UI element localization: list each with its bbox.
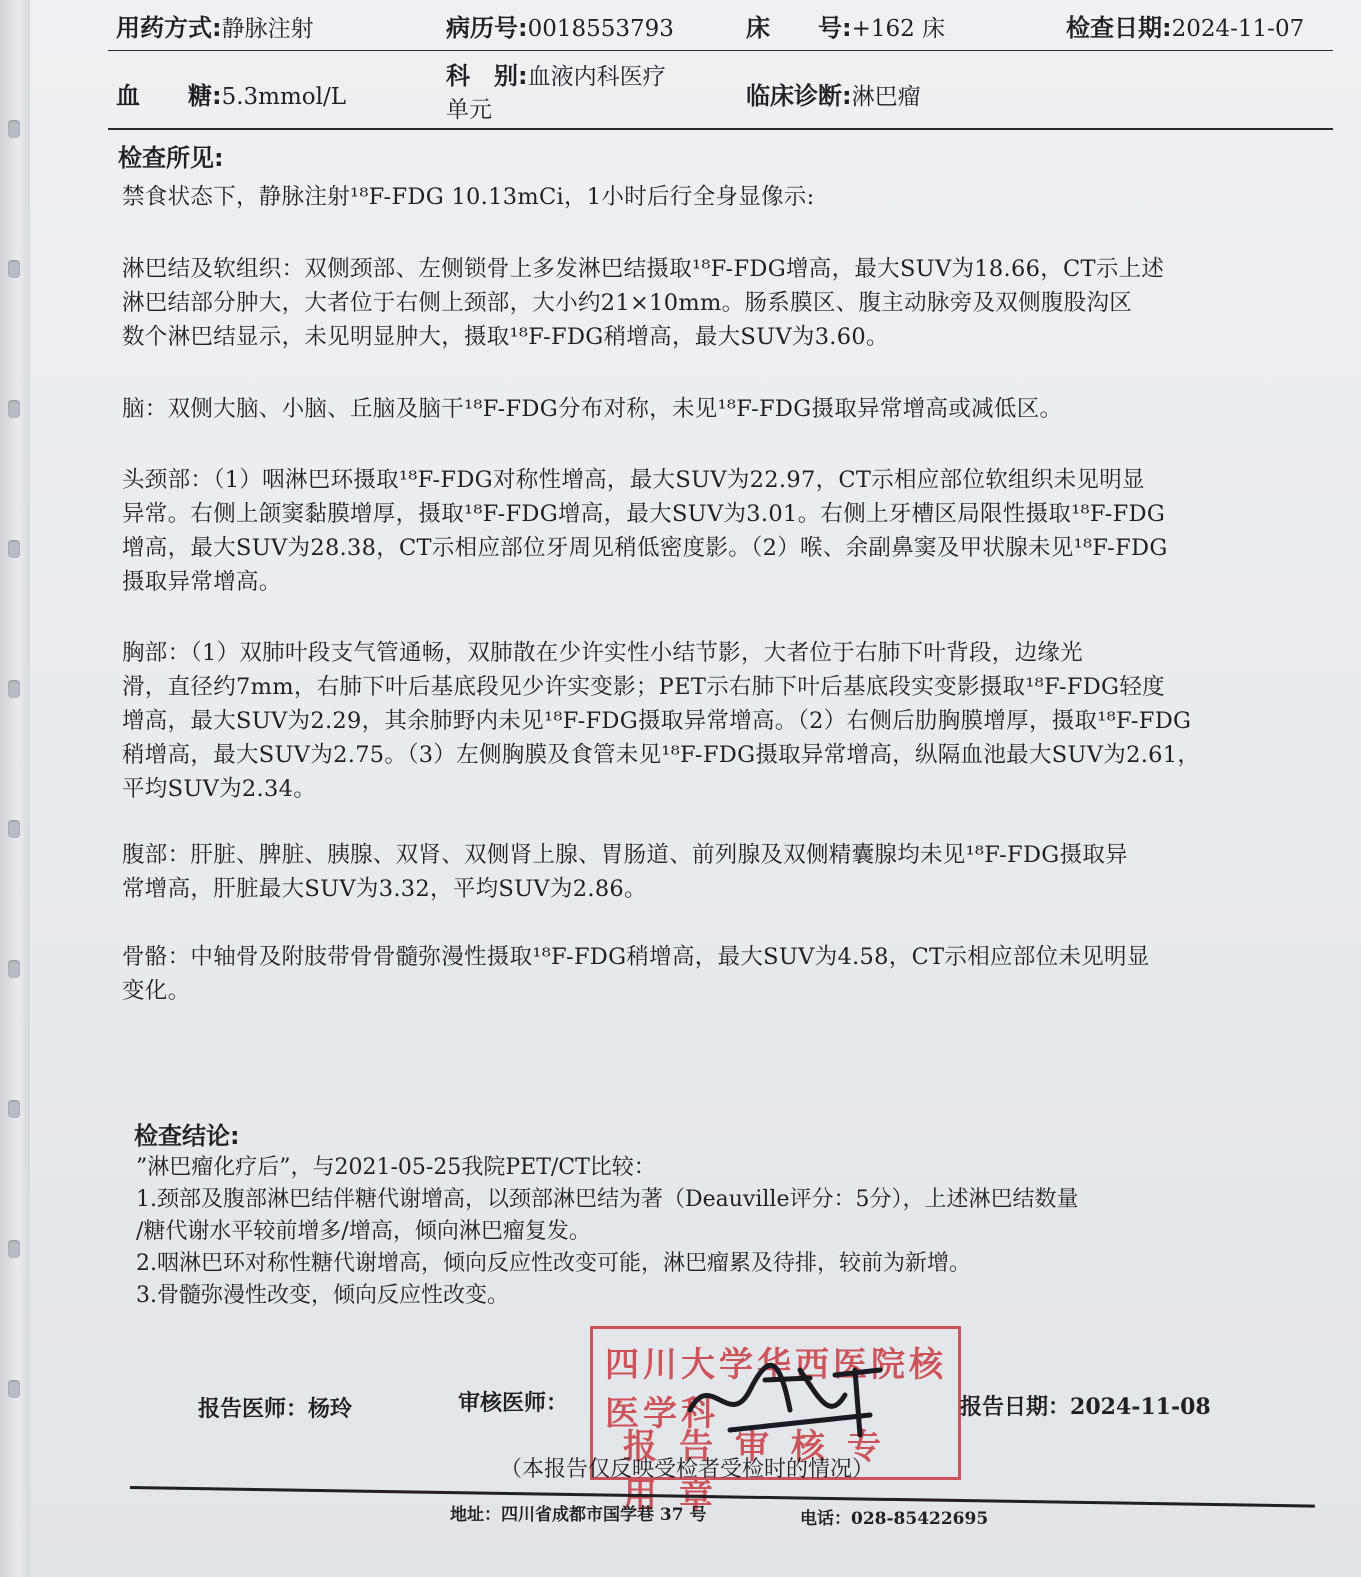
footer-address: 地址：四川省成都市国学巷 37 号 [450, 1505, 707, 1525]
binder-hole [8, 680, 20, 698]
bed-field: 床 号:+162 床 [746, 14, 946, 42]
binder-hole [8, 820, 20, 838]
report-sheet [30, 0, 1361, 1577]
conclusion-body: ”淋巴瘤化疗后”，与2021-05-25我院PET/CT比较： 1.颈部及腹部淋巴结伴糖代谢增高，以颈部淋巴结为著（Deauville评分：5分），上述淋巴结数量 /糖代谢水平较前增多/增高，倾向淋巴瘤复发。 2.咽淋巴环对称性糖代谢增高，倾向反应性改变可能，淋巴瘤累及待排，较前为新增。 3.骨髓弥漫性改变，倾向反应性改变。 [136, 1155, 1079, 1308]
binder-hole [8, 1100, 20, 1118]
findings-title: 检查所见: [118, 144, 224, 172]
findings-lymph: 淋巴结及软组织：双侧颈部、左侧锁骨上多发淋巴结摄取¹⁸F-FDG增高，最大SUV为18.66，CT示上述 淋巴结部分肿大，大者位于右侧上颈部，大小约21×10mm。肠系膜区、腹主动脉旁及双侧腹股沟区 数个淋巴结显示，未见明显肿大，摄取¹⁸F-FDG稍增高，最大SUV为3.60。 [122, 256, 1165, 350]
findings-chest: 胸部：（1）双肺叶段支气管通畅，双肺散在少许实性小结节影，大者位于右肺下叶背段，边缘光 滑，直径约7mm，右肺下叶后基底段见少许实变影；PET示右肺下叶后基底段实变影摄取¹⁸F-FDG轻度 增高，最大SUV为2.29，其余肺野内未见¹⁸F-FDG摄取异常增高。（2）右侧后肋胸膜增厚，摄取¹⁸F-FDG 稍增高，最大SUV为2.75。（3）左侧胸膜及食管未见¹⁸F-FDG摄取异常增高，纵隔血池最大SUV为2.61， 平均SUV为2.34。 [122, 640, 1201, 802]
record-field: 病历号:0018553793 [446, 14, 674, 42]
dept-field: 科 别:血液内科医疗 单元 [446, 62, 666, 123]
findings-abdomen: 腹部：肝脏、脾脏、胰腺、双肾、双侧肾上腺、胃肠道、前列腺及双侧精囊腺均未见¹⁸F-FDG摄取异 常增高，肝脏最大SUV为3.32，平均SUV为2.86。 [122, 842, 1128, 902]
route-field: 用药方式:静脉注射 [116, 14, 314, 42]
binder-hole [8, 960, 20, 978]
binder-strip [0, 0, 31, 1577]
footer-phone: 电话：028-85422695 [800, 1509, 989, 1529]
diagnosis-field: 临床诊断:淋巴瘤 [746, 82, 921, 110]
reviewer-signature [670, 1340, 890, 1450]
findings-bone: 骨骼：中轴骨及附肢带骨骨髓弥漫性摄取¹⁸F-FDG稍增高，最大SUV为4.58，CT示相应部位未见明显 变化。 [122, 944, 1150, 1004]
binder-hole [8, 1240, 20, 1258]
findings-brain: 脑：双侧大脑、小脑、丘脑及脑干¹⁸F-FDG分布对称，未见¹⁸F-FDG摄取异常增高或减低区。 [122, 396, 1063, 422]
report-date-field: 报告日期：2024-11-08 [960, 1394, 1211, 1420]
binder-hole [8, 1380, 20, 1398]
header-row-2 [116, 60, 1321, 126]
binder-hole [8, 400, 20, 418]
exam-date-field: 检查日期:2024-11-07 [1066, 14, 1305, 42]
binder-hole [8, 260, 20, 278]
binder-hole [8, 540, 20, 558]
header-divider [108, 50, 1333, 51]
reporter-field: 报告医师：杨玲 [198, 1397, 353, 1422]
findings-head-neck: 头颈部：（1）咽淋巴环摄取¹⁸F-FDG对称性增高，最大SUV为22.97，CT示相应部位软组织未见明显 异常。右侧上颌窦黏膜增厚，摄取¹⁸F-FDG增高，最大SUV为3.01。右侧上牙槽区局限性摄取¹⁸F-FDG 增高，最大SUV为28.38，CT示相应部位牙周见稍低密度影。（2）喉、余副鼻窦及甲状腺未见¹⁸F-FDG 摄取异常增高。 [122, 467, 1168, 595]
header-row-1 [116, 8, 1321, 43]
seal-line-2: 报告审核专 [623, 1427, 903, 1467]
conclusion-title: 检查结论: [134, 1122, 240, 1150]
seal-line-1: 四川大学华西医院核医学科 [605, 1345, 947, 1434]
reviewer-label: 审核医师： [458, 1391, 569, 1416]
findings-intro: 禁食状态下，静脉注射¹⁸F-FDG 10.13mCi，1小时后行全身显像示: [122, 184, 815, 210]
binder-hole [8, 120, 20, 138]
disclaimer: （本报告仅反映受检者受检时的情况） [500, 1457, 875, 1482]
glucose-field: 血 糖:5.3mmol/L [116, 82, 347, 110]
header-bottom-rule [108, 128, 1333, 130]
